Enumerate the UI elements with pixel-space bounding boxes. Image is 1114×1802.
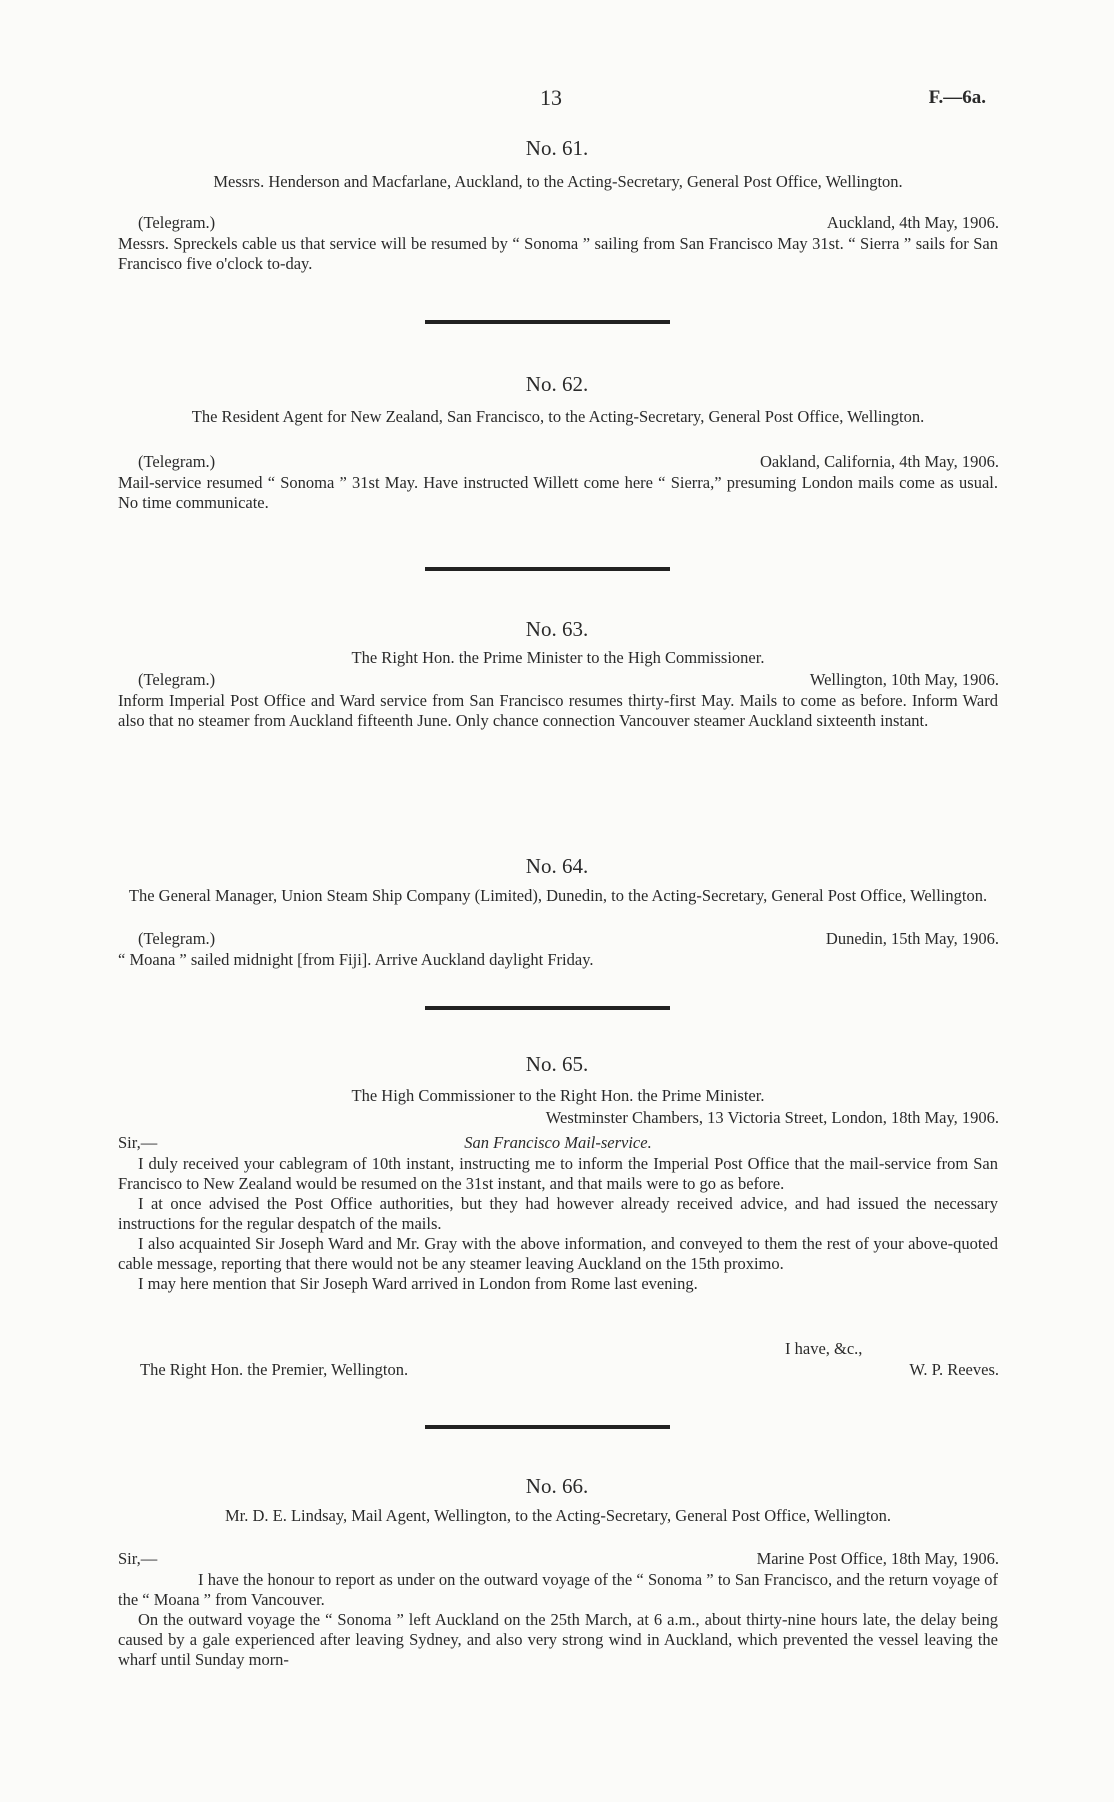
section-divider [425, 320, 670, 324]
dateline: Marine Post Office, 18th May, 1906. [756, 1549, 999, 1568]
item-heading: Messrs. Henderson and Macfarlane, Auckland, to the Acting-Secretary, General Post Office, Wellington. [213, 172, 903, 191]
page-number: 13 [540, 85, 562, 110]
dateline: Oakland, California, 4th May, 1906. [759, 452, 999, 471]
item-number: No. 66. [525, 1474, 589, 1498]
telegram-body: Messrs. Spreckels cable us that service will be resumed by “ Sonoma ” sailing from San Francisco May 31st. “ Sierra ” sails for San Francisco five o'clock to-day. [118, 234, 998, 273]
item-number: No. 61. [525, 136, 589, 160]
section-divider [425, 1425, 670, 1429]
telegram-label: (Telegram.) [138, 452, 216, 471]
letter-body [118, 1570, 998, 1670]
item-heading: The High Commissioner to the Right Hon. the Prime Minister. [351, 1086, 765, 1105]
item-number: No. 63. [525, 617, 589, 641]
letter-paragraph: I also acquainted Sir Joseph Ward and Mr. Gray with the above information, and conveyed to them the rest of your above-quoted cable message, reporting that there would not be any steamer leaving Auckland on the 15th proximo. [118, 1234, 998, 1273]
section-divider [425, 567, 670, 571]
letter-body [118, 1154, 998, 1294]
telegram-body: Inform Imperial Post Office and Ward service from San Francisco resumes thirty-first May. Mails to come as before. Inform Ward also that no steamer from Auckland fifteenth June. Only chance connection Vancouver steamer Auckland sixteenth instant. [118, 691, 998, 730]
telegram-label: (Telegram.) [138, 670, 216, 689]
closing: I have, &c., [785, 1339, 863, 1358]
salutation: Sir,— [118, 1133, 158, 1152]
address-line: Westminster Chambers, 13 Victoria Street, London, 18th May, 1906. [545, 1108, 999, 1127]
item-heading: The General Manager, Union Steam Ship Company (Limited), Dunedin, to the Acting-Secretary, General Post Office, Wellington. [128, 886, 988, 905]
letter-paragraph: I duly received your cablegram of 10th instant, instructing me to inform the Imperial Post Office that the mail-service from San Francisco to New Zealand would be resumed on the 31st instant, and that mails were to go as before. [118, 1154, 998, 1193]
signature: W. P. Reeves. [909, 1360, 999, 1379]
letter-paragraph: On the outward voyage the “ Sonoma ” left Auckland on the 25th March, at 6 a.m., about thirty-nine hours late, the delay being caused by a gale experienced after leaving Sydney, and also very strong wind in Auckland, which prevented the vessel leaving the wharf until Sunday morn- [118, 1610, 998, 1669]
item-number: No. 64. [525, 854, 589, 878]
telegram-label: (Telegram.) [138, 213, 216, 232]
item-heading: The Right Hon. the Prime Minister to the High Commissioner. [351, 648, 765, 667]
dateline: Auckland, 4th May, 1906. [826, 213, 999, 232]
letter-paragraph: I have the honour to report as under on the outward voyage of the “ Sonoma ” to San Francisco, and the return voyage of the “ Moana ” from Vancouver. [118, 1570, 998, 1609]
telegram-body: “ Moana ” sailed midnight [from Fiji]. Arrive Auckland daylight Friday. [118, 950, 594, 969]
letter-subject: San Francisco Mail-service. [464, 1133, 652, 1152]
telegram-body: Mail-service resumed “ Sonoma ” 31st May. Have instructed Willett come here “ Sierra,” presuming London mails come as usual. No time communicate. [118, 473, 998, 512]
item-number: No. 65. [525, 1052, 589, 1076]
salutation: Sir,— [118, 1549, 158, 1568]
document-reference: F.—6a. [928, 87, 986, 108]
item-number: No. 62. [525, 372, 589, 396]
letter-paragraph: I at once advised the Post Office authorities, but they had however already received advice, and had issued the necessary instructions for the regular despatch of the mails. [118, 1194, 998, 1233]
section-divider [425, 1006, 670, 1010]
letter-paragraph: I may here mention that Sir Joseph Ward arrived in London from Rome last evening. [138, 1274, 698, 1293]
dateline: Dunedin, 15th May, 1906. [825, 929, 999, 948]
item-heading: Mr. D. E. Lindsay, Mail Agent, Wellington, to the Acting-Secretary, General Post Office, Wellington. [224, 1506, 892, 1525]
addressee: The Right Hon. the Premier, Wellington. [140, 1360, 409, 1379]
dateline: Wellington, 10th May, 1906. [809, 670, 999, 689]
item-heading: The Resident Agent for New Zealand, San Francisco, to the Acting-Secretary, General Post Office, Wellington. [191, 407, 925, 426]
telegram-label: (Telegram.) [138, 929, 216, 948]
